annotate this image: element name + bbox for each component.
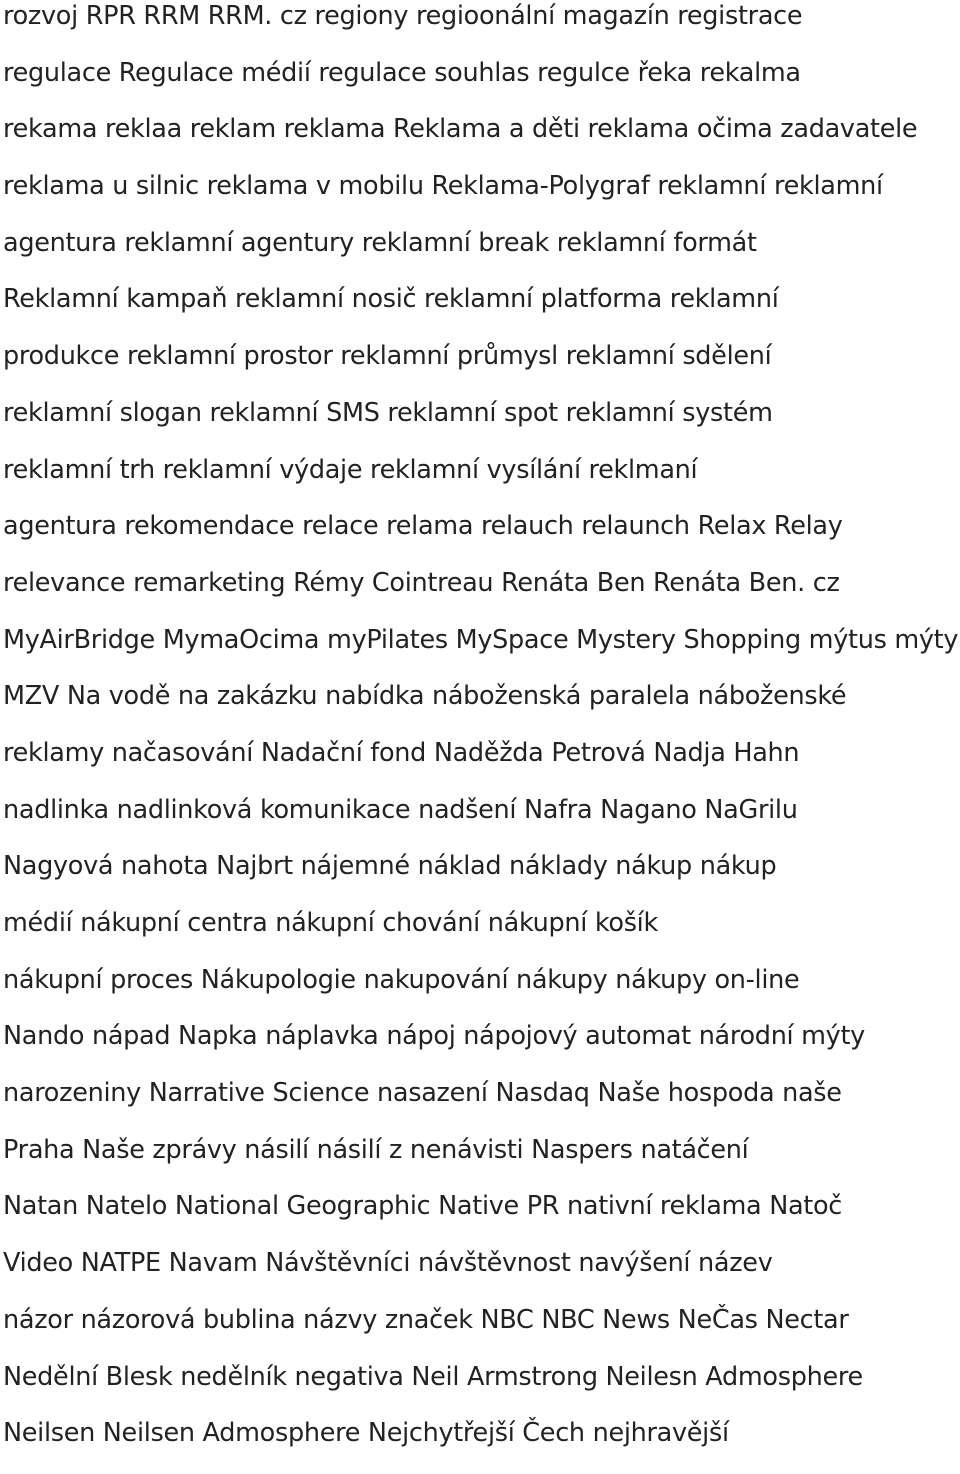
text-line: nadlinka nadlinková komunikace nadšení Nafra Nagano NaGrilu [3, 794, 798, 825]
text-line: Nagyová nahota Najbrt nájemné náklad náklady nákup nákup [3, 851, 777, 882]
text-line: reklamní trh reklamní výdaje reklamní vysílání reklmaní [3, 454, 698, 485]
text-line: narozeniny Narrative Science nasazení Nasdaq Naše hospoda naše [3, 1078, 842, 1109]
text-line: Reklamní kampaň reklamní nosič reklamní platforma reklamní [3, 284, 779, 315]
text-line: agentura reklamní agentury reklamní break reklamní formát [3, 227, 757, 258]
text-line: Video NATPE Navam Návštěvníci návštěvnost navýšení název [3, 1248, 773, 1279]
text-line: reklamní slogan reklamní SMS reklamní spot reklamní systém [3, 397, 773, 428]
text-line: Nedělní Blesk nedělník negativa Neil Armstrong Neilesn Admosphere [3, 1361, 863, 1392]
text-line: rekama reklaa reklam reklama Reklama a děti reklama očima zadavatele [3, 114, 918, 145]
text-line: agentura rekomendace relace relama relauch relaunch Relax Relay [3, 511, 843, 542]
text-body [3, 0, 958, 1474]
text-line: reklama u silnic reklama v mobilu Reklama-Polygraf reklamní reklamní [3, 171, 883, 202]
text-line: názor názorová bublina názvy značek NBC NBC News NeČas Nectar [3, 1304, 849, 1335]
text-line: MyAirBridge MymaOcima myPilates MySpace Mystery Shopping mýtus mýty [3, 624, 958, 655]
text-line: Praha Naše zprávy násilí násilí z nenávisti Naspers natáčení [3, 1134, 749, 1165]
text-line: rozvoj RPR RRM RRM. cz regiony regioonální magazín registrace [3, 1, 803, 31]
text-line: nákupní proces Nákupologie nakupování nákupy nákupy on-line [3, 964, 800, 995]
text-line: Nando nápad Napka náplavka nápoj nápojový automat národní mýty [3, 1021, 865, 1052]
text-line: regulace Regulace médií regulace souhlas regulce řeka rekalma [3, 57, 801, 88]
text-line: médií nákupní centra nákupní chování nákupní košík [3, 908, 658, 938]
text-line: Natan Natelo National Geographic Native PR nativní reklama Natoč [3, 1191, 843, 1222]
text-line: Neilsen Neilsen Admosphere Nejchytřejší Čech nejhravější [3, 1418, 729, 1449]
text-line: relevance remarketing Rémy Cointreau Renáta Ben Renáta Ben. cz [3, 567, 840, 598]
text-line: produkce reklamní prostor reklamní průmysl reklamní sdělení [3, 341, 772, 372]
text-line: MZV Na vodě na zakázku nabídka náboženská paralela náboženské [3, 681, 847, 712]
text-line: reklamy načasování Nadační fond Naděžda Petrová Nadja Hahn [3, 737, 800, 768]
